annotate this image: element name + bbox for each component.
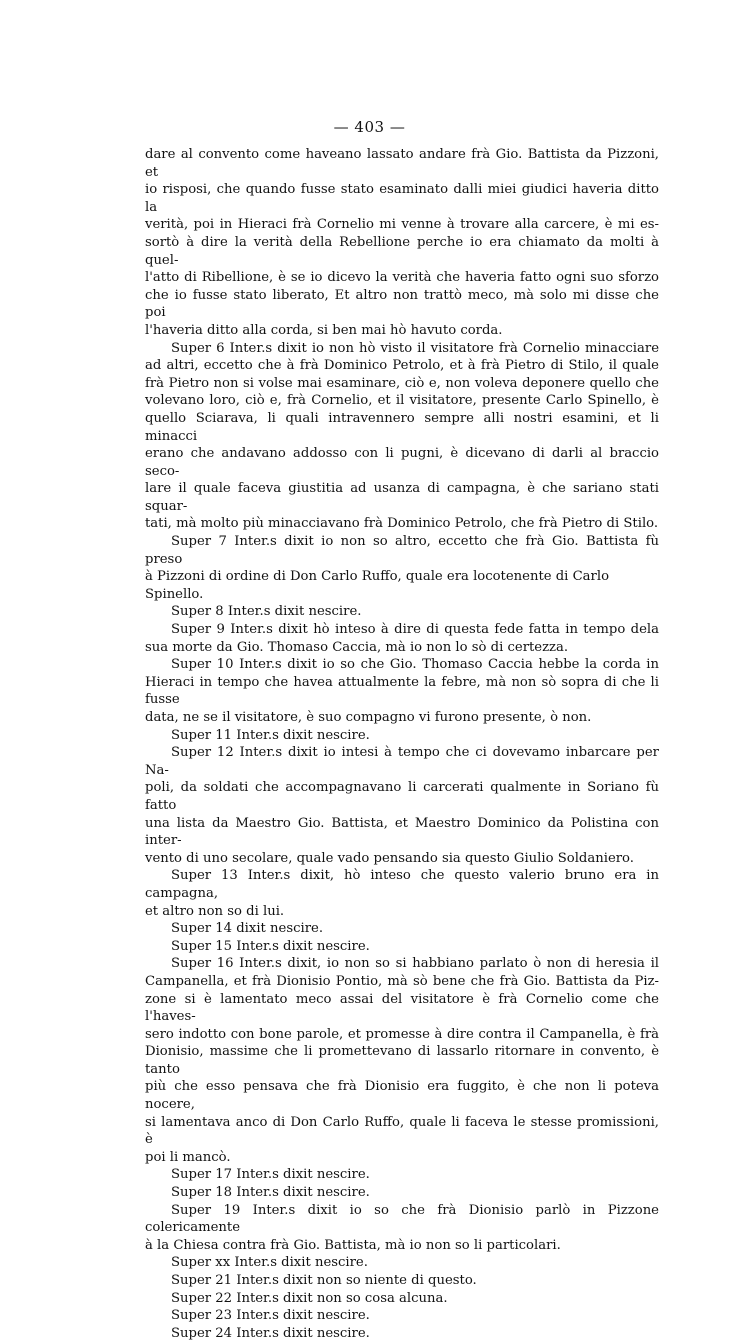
- text-line: frà Pietro non si volse mai esaminare, ciò e, non voleva deponere quello che: [145, 375, 659, 391]
- text-line: Dionisio, massime che li promettevano di lassarlo ritornare in convento, è tanto: [145, 1044, 659, 1077]
- text-line: più che esso pensava che frà Dionisio era fuggito, è che non li poteva nocere,: [145, 1079, 659, 1113]
- text-line: l'atto di Ribellione, è se io dicevo la verità che haveria fatto ogni suo sforzo: [145, 270, 659, 286]
- text-line: vento di uno secolare, quale vado pensando sia questo Giulio Soldaniero.: [145, 850, 634, 866]
- text-line: poi li mancò.: [145, 1149, 231, 1165]
- text-line: lare il quale faceva giustitia ad usanza di campagna, è che sariano stati squar-: [145, 481, 659, 514]
- text-line: Super 11 Inter.s dixit nescire.: [171, 727, 370, 743]
- text-line: che io fusse stato liberato, Et altro non trattò meco, mà solo mi disse che poi: [145, 287, 659, 321]
- text-line: zone si è lamentato meco assai del visitatore è frà Cornelio come che l'haves-: [145, 991, 659, 1025]
- text-line: l'haveria ditto alla corda, si ben mai hò havuto corda.: [145, 322, 503, 338]
- text-line: Super 6 Inter.s dixit io non hò visto il visitatore frà Cornelio minacciare: [171, 340, 659, 356]
- text-line: sortò à dire la verità della Rebellione perche io era chiamato da molti à quel-: [145, 234, 659, 268]
- text-line: verità, poi in Hieraci frà Cornelio mi venne à trovare alla carcere, è mi es-: [145, 217, 659, 233]
- text-line: Campanella, et frà Dionisio Pontio, mà sò bene che frà Gio. Battista da Piz-: [145, 973, 659, 989]
- text-line: et altro non so di lui.: [145, 903, 285, 919]
- text-line: data, ne se il visitatore, è suo compagno vi furono presente, ò non.: [145, 710, 592, 725]
- text-line: tati, mà molto più minacciavano frà Dominico Petrolo, che frà Pietro di Stilo.: [145, 516, 659, 532]
- text-line: Super 10 Inter.s dixit io so che Gio. Thomaso Caccia hebbe la corda in: [171, 657, 659, 673]
- text-line: à Pizzoni di ordine di Don Carlo Ruffo, quale era locotenente di Carlo Spinello.: [145, 569, 610, 602]
- text-line: ad altri, eccetto che à frà Dominico Petrolo, et à frà Pietro di Stilo, il quale: [145, 358, 659, 374]
- text-line: sua morte da Gio. Thomaso Caccia, mà io non lo sò di certezza.: [145, 639, 569, 655]
- page-number: — 403 —: [333, 118, 406, 136]
- text-line: Super 16 Inter.s dixit, io non so si habbiano parlato ò non di heresia il: [171, 956, 659, 972]
- text-line: Super 17 Inter.s dixit nescire.: [171, 1167, 370, 1183]
- text-line: Super 19 Inter.s dixit io so che frà Dionisio parlò in Pizzone colericamente: [145, 1202, 659, 1236]
- text-line: io risposi, che quando fusse stato esaminato dalli miei giudici haveria ditto la: [145, 182, 659, 215]
- text-line: à la Chiesa contra frà Gio. Battista, mà io non so li particolari.: [145, 1237, 561, 1253]
- text-line: volevano loro, ciò e, frà Cornelio, et il visitatore, presente Carlo Spinello, è: [145, 393, 659, 409]
- text-line: Super 14 dixit nescire.: [171, 921, 324, 937]
- text-line: Super xx Inter.s dixit nescire.: [171, 1255, 368, 1271]
- text-line: Super 22 Inter.s dixit non so cosa alcuna.: [171, 1290, 448, 1306]
- text-line: Super 24 Inter.s dixit nescire.: [171, 1325, 370, 1341]
- text-line: poli, da soldati che accompagnavano li carcerati qualmente in Soriano fù fatto: [145, 780, 659, 813]
- text-line: si lamentava anco di Don Carlo Ruffo, quale li faceva le stesse promissioni, è: [145, 1114, 659, 1148]
- text-line: Super 8 Inter.s dixit nescire.: [171, 604, 362, 620]
- text-line: Super 9 Inter.s dixit hò inteso à dire di questa fede fatta in tempo dela: [171, 622, 659, 638]
- text-line: Super 13 Inter.s dixit, hò inteso che questo valerio bruno era in campagna,: [145, 868, 659, 901]
- text-line: dare al convento come haveano lassato andare frà Gio. Battista da Pizzoni, et: [145, 147, 659, 180]
- text-line: Super 23 Inter.s dixit nescire.: [171, 1308, 370, 1324]
- text-line: Super 12 Inter.s dixit io intesi à tempo che ci dovevamo inbarcare per Na-: [145, 745, 659, 778]
- text-line: Super 7 Inter.s dixit io non so altro, eccetto che frà Gio. Battista fù preso: [145, 534, 659, 567]
- text-line: Super 18 Inter.s dixit nescire.: [171, 1185, 370, 1201]
- text-line: Super 15 Inter.s dixit nescire.: [171, 938, 370, 954]
- text-line: quello Sciarava, li quali intravennero sempre alli nostri esamini, et li minacci: [145, 410, 659, 444]
- body-text: [145, 146, 659, 1342]
- text-line: Super 21 Inter.s dixit non so niente di questo.: [171, 1273, 477, 1288]
- text-line: sero indotto con bone parole, et promesse à dire contra il Campanella, è frà: [145, 1026, 659, 1042]
- text-line: Hieraci in tempo che havea attualmente la febre, mà non sò sopra di che li fusse: [145, 674, 659, 708]
- text-line: erano che andavano addosso con li pugni, è dicevano di darli al braccio seco-: [145, 446, 659, 479]
- text-line: una lista da Maestro Gio. Battista, et Maestro Dominico da Polistina con inter-: [145, 815, 659, 849]
